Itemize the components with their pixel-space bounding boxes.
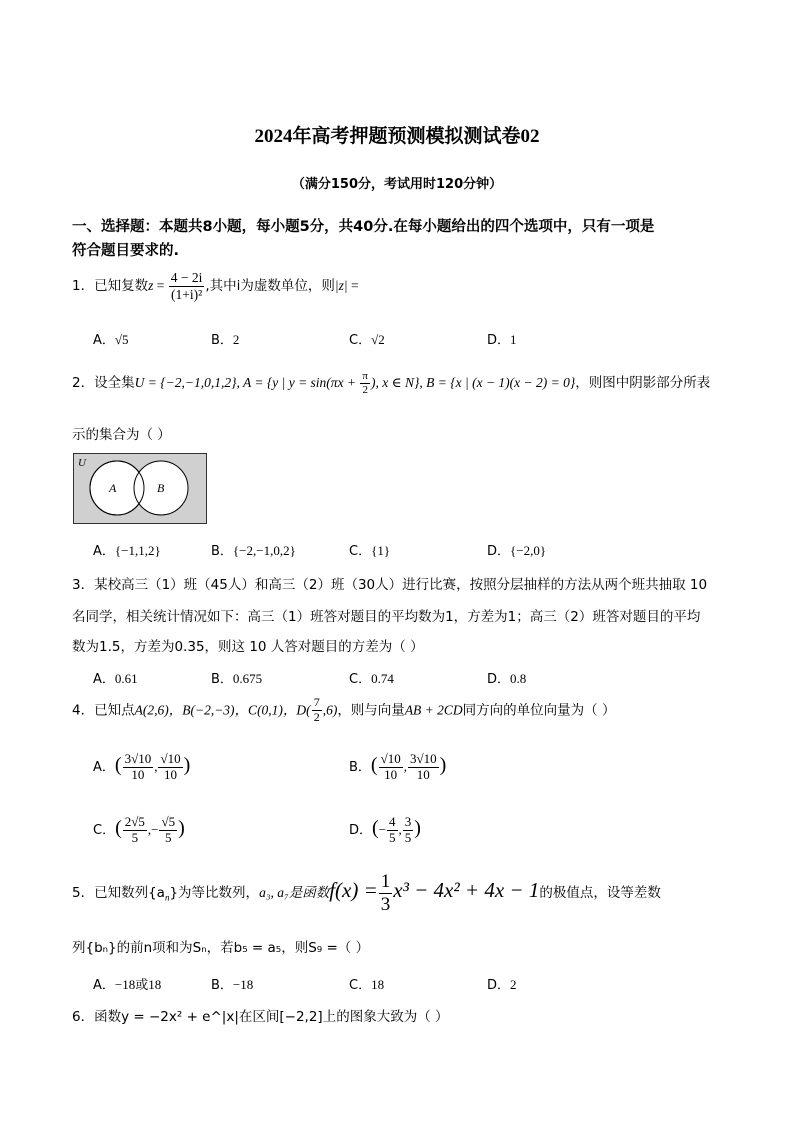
q2-option-b: B．{−2,−1,0,2}	[211, 543, 296, 559]
q1-option-d: D．1	[487, 332, 517, 348]
question-number: 6．	[72, 1009, 95, 1025]
question-1: 1．已知复数z = $\frac{4 - 2i}{\text{(1+i)²}}$ ,其中i为虚数单位，则|z| =	[72, 270, 359, 302]
fraction: $\frac{4 - 2i}{\text{(1+i)²}}$	[170, 270, 203, 302]
q5-option-d: D．2	[487, 977, 517, 993]
page-subtitle: （满分150分，考试用时120分钟）	[291, 177, 503, 192]
q3-option-a: A．0.61	[93, 671, 138, 687]
question-5-line2: 列{bₙ}的前n项和为Sₙ，若b₅ = a₅，则S₉ =（ ）	[72, 940, 370, 956]
question-4: 4．已知点A(2,6)，B(−2,−3)，C(0,1)，D( $\frac{7}{2}$ ,6)，则与向量AB + 2CD同方向的单位向量为（ ）	[72, 695, 616, 724]
section-heading-line2: 符合题目要求的.	[72, 243, 180, 259]
q5-option-b: B．−18	[211, 977, 254, 993]
question-number: 2．	[72, 375, 95, 392]
q5-option-c: C．18	[349, 977, 385, 993]
q5-option-a: A．−18或18	[93, 977, 162, 993]
q4-option-c: C．( $\frac{2√5}{5}$ ,− $\frac{√5}{5}$ )	[93, 814, 185, 845]
question-3: 3．某校高三（1）班（45人）和高三（2）班（30人）进行比赛，按照分层抽样的方法从两个班共抽取 10	[72, 577, 708, 593]
question-6: 6．函数y = −2x² + e^|x|在区间[−2,2]上的图象大致为（ ）	[72, 1009, 449, 1025]
venn-diagram	[73, 453, 207, 524]
section-heading-line1: 一、选择题：本题共8小题，每小题5分，共40分.在每小题给出的四个选项中，只有一项是	[72, 219, 655, 235]
question-2-line2: 示的集合为（ ）	[72, 427, 171, 443]
q3-option-c: C．0.74	[349, 671, 394, 687]
page-title: 2024年高考押题预测模拟测试卷02	[254, 126, 540, 147]
q1-option-b: B．2	[211, 332, 240, 348]
q2-option-d: D．{−2,0}	[487, 543, 547, 559]
question-number: 1．	[72, 278, 95, 295]
label-b: B	[157, 481, 165, 495]
question-number: 4．	[72, 702, 95, 719]
label-a: A	[109, 481, 117, 495]
q2-option-a: A．{−1,1,2}	[93, 543, 161, 559]
q1-option-a: A．√5	[93, 332, 129, 348]
question-5: 5．已知数列$\{a_n\}$为等比数列，a₃, a₇是函数f(x) = $\frac{1}{3}$ x³ − 4x² + 4x − 1的极值点，设等差数	[72, 870, 661, 915]
question-3-line2: 名同学，相关统计情况如下：高三（1）班答对题目的平均数为1，方差为1；高三（2）班答对题目的平均	[72, 609, 701, 625]
q3-option-d: D．0.8	[487, 671, 527, 687]
question-3-line3: 数为1.5，方差为0.35，则这 10 人答对题目的方差为（ ）	[72, 639, 424, 655]
q4-option-b: B．( $\frac{√10}{10}$ , $\frac{3√10}{10}$ )	[349, 751, 447, 782]
question-2: 2．设全集U = {−2,−1,0,1,2}, A = {y | y = sin(πx + $\frac{\pi}{2}$ ), x ∈ N}, B = {x | (x − 1)(x − 2) = 0}，则图中阴影部分所表	[72, 370, 711, 396]
q3-option-b: B．0.675	[211, 671, 263, 687]
q1-option-c: C．√2	[349, 332, 385, 348]
label-u: U	[78, 457, 86, 469]
q2-option-c: C．{1}	[349, 543, 391, 559]
q4-option-d: D．(− $\frac{4}{5}$ , $\frac{3}{5}$ )	[349, 814, 421, 845]
question-number: 5．	[72, 885, 95, 901]
q4-option-a: A．( $\frac{3√10}{10}$ , $\frac{√10}{10}$ )	[93, 751, 191, 782]
question-number: 3．	[72, 577, 95, 593]
